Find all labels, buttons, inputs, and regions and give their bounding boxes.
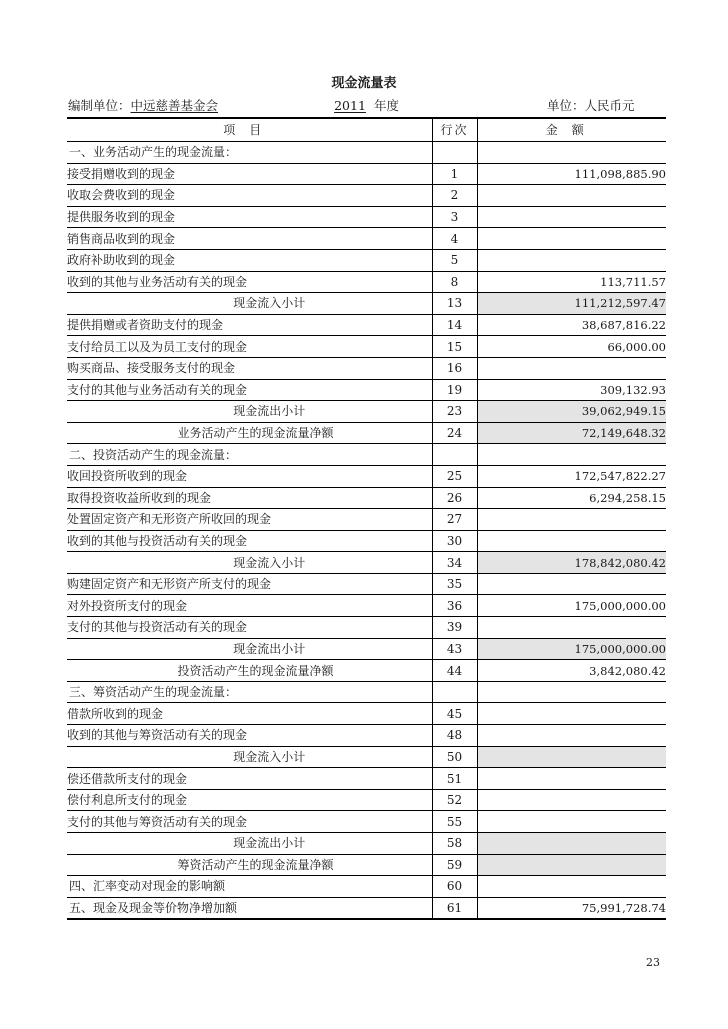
row-line-number: 43 bbox=[432, 638, 477, 660]
row-total-label: 投资活动产生的现金流量净额 bbox=[67, 660, 432, 682]
row-item-label: 偿付利息所支付的现金 bbox=[67, 789, 432, 811]
column-header-line: 行次 bbox=[432, 118, 477, 142]
column-header-item: 项目 bbox=[67, 118, 432, 142]
row-amount: 111,212,597.47 bbox=[477, 293, 666, 315]
table-row bbox=[67, 617, 666, 639]
table-row bbox=[67, 530, 666, 552]
row-item-label: 支付的其他与筹资活动有关的现金 bbox=[67, 811, 432, 833]
table-row bbox=[67, 509, 666, 531]
row-total-label: 现金流入小计 bbox=[67, 746, 432, 768]
row-line-number: 14 bbox=[432, 314, 477, 336]
table-row bbox=[67, 465, 666, 487]
row-amount bbox=[477, 854, 666, 876]
row-line-number: 55 bbox=[432, 811, 477, 833]
row-line-number: 30 bbox=[432, 530, 477, 552]
currency-unit: 单位：人民币元 bbox=[547, 98, 635, 113]
reporting-unit-name: 中远慈善基金会 bbox=[130, 98, 219, 113]
row-item-label: 取得投资收益所收到的现金 bbox=[67, 487, 432, 509]
row-item-label: 购买商品、接受服务支付的现金 bbox=[67, 357, 432, 379]
row-amount bbox=[477, 768, 666, 790]
section-heading: 三、筹资活动产生的现金流量： bbox=[67, 681, 432, 703]
row-amount bbox=[477, 228, 666, 250]
row-line-number: 39 bbox=[432, 617, 477, 639]
row-total-label: 现金流出小计 bbox=[67, 638, 432, 660]
table-row bbox=[67, 681, 666, 703]
row-item-label: 收到的其他与业务活动有关的现金 bbox=[67, 271, 432, 293]
row-item-label: 收到的其他与投资活动有关的现金 bbox=[67, 530, 432, 552]
row-line-number: 3 bbox=[432, 206, 477, 228]
table-row bbox=[67, 876, 666, 898]
table-row bbox=[67, 487, 666, 509]
row-item-label: 对外投资所支付的现金 bbox=[67, 595, 432, 617]
row-line-number: 4 bbox=[432, 228, 477, 250]
cash-flow-table-body bbox=[67, 142, 666, 920]
row-item-label: 收回投资所收到的现金 bbox=[67, 465, 432, 487]
row-amount: 111,098,885.90 bbox=[477, 163, 666, 185]
row-total-label: 现金流入小计 bbox=[67, 293, 432, 315]
row-amount bbox=[477, 249, 666, 271]
row-line-number: 45 bbox=[432, 703, 477, 725]
row-item-label: 提供捐赠或者资助支付的现金 bbox=[67, 314, 432, 336]
row-line-number: 26 bbox=[432, 487, 477, 509]
table-row bbox=[67, 595, 666, 617]
row-item-label: 支付的其他与业务活动有关的现金 bbox=[67, 379, 432, 401]
row-line-number: 24 bbox=[432, 422, 477, 444]
row-line-number: 52 bbox=[432, 789, 477, 811]
row-amount: 309,132.93 bbox=[477, 379, 666, 401]
table-row bbox=[67, 746, 666, 768]
row-item-label: 收到的其他与筹资活动有关的现金 bbox=[67, 725, 432, 747]
row-amount bbox=[477, 444, 666, 466]
fiscal-year bbox=[326, 96, 399, 114]
row-total-label: 现金流出小计 bbox=[67, 401, 432, 423]
row-amount: 38,687,816.22 bbox=[477, 314, 666, 336]
row-line-number: 2 bbox=[432, 185, 477, 207]
row-amount bbox=[477, 206, 666, 228]
row-line-number: 48 bbox=[432, 725, 477, 747]
table-row bbox=[67, 444, 666, 466]
row-item-label: 购建固定资产和无形资产所支付的现金 bbox=[67, 573, 432, 595]
table-header-row bbox=[67, 118, 666, 142]
reporting-unit-label: 编制单位： bbox=[68, 98, 131, 113]
row-line-number bbox=[432, 142, 477, 164]
row-amount bbox=[477, 573, 666, 595]
row-line-number: 19 bbox=[432, 379, 477, 401]
row-line-number: 61 bbox=[432, 897, 477, 919]
table-row bbox=[67, 660, 666, 682]
row-amount bbox=[477, 811, 666, 833]
section-heading: 二、投资活动产生的现金流量： bbox=[67, 444, 432, 466]
row-amount bbox=[477, 357, 666, 379]
fiscal-year-suffix: 年度 bbox=[374, 98, 400, 113]
table-row bbox=[67, 573, 666, 595]
row-amount bbox=[477, 725, 666, 747]
row-amount: 172,547,822.27 bbox=[477, 465, 666, 487]
column-header-amount: 金额 bbox=[477, 118, 666, 142]
row-amount: 178,842,080.42 bbox=[477, 552, 666, 574]
row-amount bbox=[477, 833, 666, 855]
row-line-number bbox=[432, 681, 477, 703]
row-amount bbox=[477, 703, 666, 725]
row-item-label: 收取会费收到的现金 bbox=[67, 185, 432, 207]
row-total-label: 业务活动产生的现金流量净额 bbox=[67, 422, 432, 444]
row-amount bbox=[477, 530, 666, 552]
table-row bbox=[67, 703, 666, 725]
table-row bbox=[67, 185, 666, 207]
table-row bbox=[67, 811, 666, 833]
row-line-number: 5 bbox=[432, 249, 477, 271]
table-row bbox=[67, 271, 666, 293]
row-line-number: 51 bbox=[432, 768, 477, 790]
table-row bbox=[67, 314, 666, 336]
table-row bbox=[67, 293, 666, 315]
row-line-number: 15 bbox=[432, 336, 477, 358]
row-line-number: 8 bbox=[432, 271, 477, 293]
row-line-number: 1 bbox=[432, 163, 477, 185]
table-row bbox=[67, 206, 666, 228]
row-line-number: 50 bbox=[432, 746, 477, 768]
row-total-label: 现金流入小计 bbox=[67, 552, 432, 574]
row-amount bbox=[477, 681, 666, 703]
document-title: 现金流量表 bbox=[331, 76, 397, 91]
row-item-label: 处置固定资产和无形资产所收回的现金 bbox=[67, 509, 432, 531]
reporting-unit bbox=[68, 96, 218, 114]
table-row bbox=[67, 142, 666, 164]
row-item-label: 接受捐赠收到的现金 bbox=[67, 163, 432, 185]
row-line-number: 13 bbox=[432, 293, 477, 315]
row-amount bbox=[477, 185, 666, 207]
cash-flow-table bbox=[67, 117, 666, 920]
table-row bbox=[67, 725, 666, 747]
row-amount: 113,711.57 bbox=[477, 271, 666, 293]
row-item-label: 支付给员工以及为员工支付的现金 bbox=[67, 336, 432, 358]
row-amount bbox=[477, 509, 666, 531]
row-amount: 39,062,949.15 bbox=[477, 401, 666, 423]
row-amount: 175,000,000.00 bbox=[477, 638, 666, 660]
table-row bbox=[67, 336, 666, 358]
section-heading: 一、业务活动产生的现金流量： bbox=[67, 142, 432, 164]
row-line-number: 36 bbox=[432, 595, 477, 617]
row-line-number: 59 bbox=[432, 854, 477, 876]
row-item-label: 政府补助收到的现金 bbox=[67, 249, 432, 271]
table-row bbox=[67, 249, 666, 271]
row-item-label: 提供服务收到的现金 bbox=[67, 206, 432, 228]
row-amount bbox=[477, 142, 666, 164]
row-line-number: 23 bbox=[432, 401, 477, 423]
table-row bbox=[67, 552, 666, 574]
table-row bbox=[67, 833, 666, 855]
table-row bbox=[67, 401, 666, 423]
row-amount: 6,294,258.15 bbox=[477, 487, 666, 509]
row-line-number: 25 bbox=[432, 465, 477, 487]
row-amount bbox=[477, 789, 666, 811]
row-line-number: 60 bbox=[432, 876, 477, 898]
fiscal-year-value: 2011 bbox=[334, 98, 366, 113]
row-item-label: 借款所收到的现金 bbox=[67, 703, 432, 725]
page-number: 23 bbox=[646, 956, 660, 969]
table-row bbox=[67, 789, 666, 811]
table-row bbox=[67, 163, 666, 185]
row-item-label: 支付的其他与投资活动有关的现金 bbox=[67, 617, 432, 639]
table-row bbox=[67, 357, 666, 379]
table-row bbox=[67, 228, 666, 250]
table-row bbox=[67, 638, 666, 660]
table-row bbox=[67, 897, 666, 919]
row-amount bbox=[477, 876, 666, 898]
table-row bbox=[67, 422, 666, 444]
row-amount: 75,991,728.74 bbox=[477, 897, 666, 919]
row-line-number: 58 bbox=[432, 833, 477, 855]
row-line-number: 34 bbox=[432, 552, 477, 574]
table-row bbox=[67, 768, 666, 790]
section-heading: 四、汇率变动对现金的影响额 bbox=[67, 876, 432, 898]
section-heading: 五、现金及现金等价物净增加额 bbox=[67, 897, 432, 919]
table-row bbox=[67, 379, 666, 401]
table-row bbox=[67, 854, 666, 876]
row-line-number: 35 bbox=[432, 573, 477, 595]
row-total-label: 现金流出小计 bbox=[67, 833, 432, 855]
row-line-number: 44 bbox=[432, 660, 477, 682]
row-line-number bbox=[432, 444, 477, 466]
row-item-label: 销售商品收到的现金 bbox=[67, 228, 432, 250]
row-amount: 175,000,000.00 bbox=[477, 595, 666, 617]
row-total-label: 筹资活动产生的现金流量净额 bbox=[67, 854, 432, 876]
row-item-label: 偿还借款所支付的现金 bbox=[67, 768, 432, 790]
row-amount bbox=[477, 617, 666, 639]
row-amount bbox=[477, 746, 666, 768]
row-line-number: 16 bbox=[432, 357, 477, 379]
row-line-number: 27 bbox=[432, 509, 477, 531]
row-amount: 66,000.00 bbox=[477, 336, 666, 358]
row-amount: 3,842,080.42 bbox=[477, 660, 666, 682]
row-amount: 72,149,648.32 bbox=[477, 422, 666, 444]
